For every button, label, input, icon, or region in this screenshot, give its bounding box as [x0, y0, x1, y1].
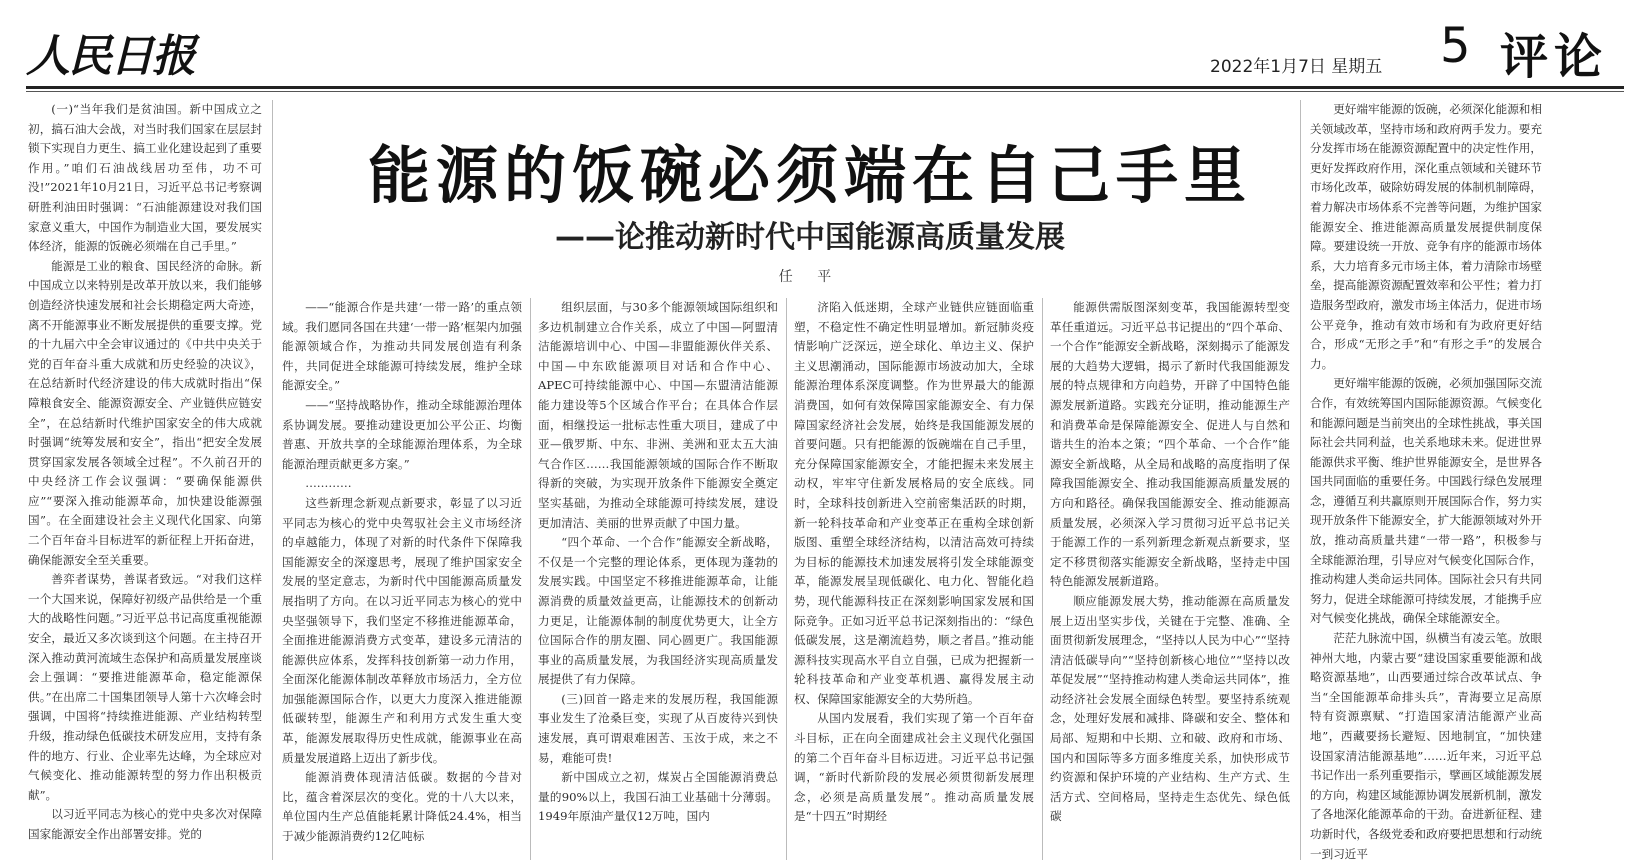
column-divider — [272, 100, 273, 860]
paragraph: 善弈者谋势，善谋者致远。“对我们这样一个大国来说，保障好初级产品供给是一个重大的战略性问题。”习近平总书记高度重视能源安全，最近又多次谈到这个问题。在主持召开深入推动黄河流域生态保护和高质量发展座谈会上强调：“要推进能源革命，稳定能源保供。”在出席二十国集团领导人第十六次峰会时强调，中国将“持续推进能源、产业结构转型升级，推动绿色低碳技术研发应用，支持有条件的地方、行业、企业率先达峰，为全球应对气候变化、推动能源转型的努力作出积极贡献”。 — [28, 572, 262, 802]
paragraph: 以习近平同志为核心的党中央多次对保障国家能源安全作出部署安排。党的 — [28, 807, 262, 841]
paragraph: 更好端牢能源的饭碗，必须深化能源和相关领域改革，坚持市场和政府两手发力。要充分发挥市场在能源资源配置中的决定性作用，更好发挥政府作用，深化重点领域和关键环节市场化改革，破除妨碍发展的体制机制障碍，着力解决市场体系不完善等问题，为维护国家能源安全、推进能源高质量发展提供制度保障。要建设统一开放、竞争有序的能源市场体系，大力培育多元市场主体，着力清除市场壁垒，提高能源资源配置效率和公平性；着力打造服务型政府，激发市场主体活力，促进市场公平竞争，推动有效市场和有为政府更好结合，形成“无形之手”和“有形之手”的发展合力。 — [1310, 102, 1542, 371]
newspaper-logo — [26, 20, 194, 82]
masthead-rule-thin — [26, 91, 1624, 92]
article-column-2 — [282, 298, 522, 860]
article-column-6 — [1310, 100, 1542, 860]
headline: 能源的饭碗必须端在自己手里 — [367, 139, 1252, 212]
paragraph: 顺应能源发展大势，推动能源在高质量发展上迈出坚实步伐，关键在于完整、准确、全面贯彻新发展理念，“坚持以人民为中心”“坚持清洁低碳导向”“坚持创新核心地位”“坚持以改革促发展”“坚持推动构建人类命运共同体”，推动经济社会发展全面绿色转型。要坚持系统观念，处理好发展和减排、降碳和安全、整体和局部、短期和中长期、立和破、政府和市场、国内和国际等多方面多维度关系，加快形成节约资源和保护环境的产业结构、生产方式、生活方式、空间格局，坚持走生态优先、绿色低碳 — [1050, 593, 1290, 824]
paragraph: 新中国成立之初，煤炭占全国能源消费总量的90%以上，我国石油工业基础十分薄弱。1949年原油产量仅12万吨，国内 — [538, 770, 778, 824]
column-divider — [786, 298, 787, 860]
paragraph: (一)“当年我们是贫油国。新中国成立之初，搞石油大会战，对当时我们国家在层层封锁下实现自力更生、搞工业化建设起到了重要作用。”咱们石油战线居功至伟，功不可没!”2021年10月21日，习近平总书记考察调研胜利油田时强调：“石油能源建设对我们国家意义重大，中国作为制造业大国，要发展实体经济，能源的饭碗必须端在自己手里。” — [28, 102, 262, 254]
paragraph: 更好端牢能源的饭碗，必须加强国际交流合作，有效统筹国内国际能源资源。气候变化和能源问题是当前突出的全球性挑战，事关国际社会共同利益，也关系地球未来。促进世界能源供求平衡、维护世界能源安全，是世界各国共同面临的重要任务。中国践行绿色发展理念，遵循互利共赢原则开展国际合作，努力实现开放条件下能源安全，扩大能源领域对外开放，推动高质量共建“一带一路”，积极参与全球能源治理，引导应对气候变化国际合作，推动构建人类命运共同体。国际社会只有共同努力，促进全球能源可持续发展，才能携手应对气候变化挑战，确保全球能源安全。 — [1310, 376, 1542, 626]
issue-date: 2022年1月7日 星期五 — [1210, 57, 1383, 77]
paragraph: ………… — [305, 476, 352, 491]
article-column-1 — [28, 100, 262, 860]
paragraph: “四个革命、一个合作”能源安全新战略，不仅是一个完整的理论体系，更体现为蓬勃的发展实践。中国坚定不移推进能源革命，让能源消费的质量效益更高，让能源技术的创新动力更足，让能源体制的制度优势更大，让全方位国际合作的朋友圈、同心圆更广。我国能源事业的高质量发展，为我国经济实现高质量发展提供了有力保障。 — [538, 535, 778, 687]
column-divider — [1042, 298, 1043, 860]
paragraph: (三)回首一路走来的发展历程，我国能源事业发生了沧桑巨变，实现了从百废待兴到快速发展，真可谓艰难困苦、玉汝于成，来之不易，难能可贵! — [538, 691, 778, 765]
paragraph: 这些新理念新观点新要求，彰显了以习近平同志为核心的党中央驾驭社会主义市场经济的卓越能力，体现了对新的时代条件下保障我国能源安全的深邃思考，展现了维护国家安全发展的坚定意志，为新时代中国能源高质量发展指明了方向。在以习近平同志为核心的党中央坚强领导下，我们坚定不移推进能源革命，全面推进能源消费方式变革，建设多元清洁的能源供应体系，发挥科技创新第一动力作用，全面深化能源体制改革释放市场活力，全方位加强能源国际合作，以更大力度深入推进能源低碳转型，能源生产和利用方式发生重大变革，能源发展取得历史性成就，能源事业在高质量发展道路上迈出了新步伐。 — [282, 495, 522, 765]
column-divider — [530, 298, 531, 860]
article-column-3 — [538, 298, 778, 860]
page-number: 5 — [1440, 18, 1471, 74]
byline: 任 平 — [778, 269, 842, 285]
paragraph: 能源消费体现清洁低碳。数据的今昔对比，蕴含着深层次的变化。党的十八大以来，单位国内生产总值能耗累计降低24.4%，相当于减少能源消费约12亿吨标 — [282, 770, 522, 844]
masthead-rule — [26, 86, 1624, 89]
paragraph: 能源是工业的粮食、国民经济的命脉。新中国成立以来特别是改革开放以来，我们能够创造经济快速发展和社会长期稳定两大奇迹，离不开能源事业不断发展提供的重要支撑。党的十九届六中全会审议通过的《中共中央关于党的百年奋斗重大成就和历史经验的决议》，在总结新时代经济建设的伟大成就时指出“保障粮食安全、能源资源安全、产业链供应链安全”，在总结新时代维护国家安全的伟大成就时强调“统筹发展和安全”，指出“把安全发展贯穿国家发展各领域全过程”。不久前召开的中央经济工作会议强调：“要确保能源供应”“要深入推动能源革命，加快建设能源强国”。在全面建设社会主义现代化国家、向第二个百年奋斗目标进军的新征程上开拓奋进，确保能源安全至关重要。 — [28, 258, 262, 567]
paragraph: 茫茫九脉流中国，纵横当有凌云笔。放眼神州大地，内蒙古要“建设国家重要能源和战略资源基地”，山西要通过综合改革试点、争当“全国能源革命排头兵”，青海要立足高原特有资源禀赋、“打造国家清洁能源产业高地”，西藏要扬长避短、因地制宜，“加快建设国家清洁能源基地”……近年来，习近平总书记作出一系列重要指示，擘画区域能源发展的方向，构建区域能源协调发展新机制，激发了各地深化能源革命的干劲。奋进新征程、建功新时代，各级党委和政府要把思想和行动统一到习近平 — [1310, 631, 1542, 860]
masthead — [0, 0, 1650, 96]
section-title: 评论 — [1500, 29, 1609, 85]
paragraph: 从国内发展看，我们实现了第一个百年奋斗目标，正在向全面建成社会主义现代化强国的第二个百年奋斗目标迈进。习近平总书记强调，“新时代新阶段的发展必须贯彻新发展理念，必须是高质量发展”。推动高质量发展是“十四五”时期经 — [794, 711, 1034, 824]
paragraph: 组织层面，与30多个能源领域国际组织和多边机制建立合作关系，成立了中国—阿盟清洁能源培训中心、中国—非盟能源伙伴关系、中国—中东欧能源项目对话和合作中心、APEC可持续能源中心、中国—东盟清洁能源能力建设等5个区域合作平台；在具体合作层面，相继投运一批标志性重大项目，建成了中亚—俄罗斯、中东、非洲、美洲和亚太五大油气合作区……我国能源领域的国际合作不断取得新的突破，为实现开放条件下能源安全奠定坚实基础，为推动全球能源可持续发展，建设更加清洁、美丽的世界贡献了中国力量。 — [538, 300, 778, 530]
article-column-4 — [794, 298, 1034, 860]
paragraph: 能源供需版图深刻变革，我国能源转型变革任重道远。习近平总书记提出的“四个革命、一个合作”能源安全新战略，深刻揭示了能源发展的大趋势大逻辑，揭示了新时代我国能源发展的特点规律和方向趋势，开辟了中国特色能源发展新道路。实践充分证明，推动能源生产和消费革命是保障能源安全、促进人与自然和谐共生的治本之策；“四个革命、一个合作”能源安全新战略，从全局和战略的高度指明了保障我国能源安全、推动我国能源高质量发展的方向和路径。确保我国能源安全、推动能源高质量发展，必须深入学习贯彻习近平总书记关于能源工作的一系列新理念新观点新要求，坚定不移贯彻落实能源安全新战略，坚持走中国特色能源发展新道路。 — [1050, 300, 1290, 589]
paragraph: 济陷入低迷期，全球产业链供应链面临重塑，不稳定性不确定性明显增加。新冠肺炎疫情影响广泛深远，逆全球化、单边主义、保护主义思潮涌动，国际能源市场波动加大，全球能源治理体系深度调整。作为世界最大的能源消费国，如何有效保障国家能源安全、有力保障国家经济社会发展，始终是我国能源发展的首要问题。只有把能源的饭碗端在自己手里，充分保障国家能源安全，才能把握未来发展主动权，牢牢守住新发展格局的安全底线。同时，全球科技创新进入空前密集活跃的时期，新一轮科技革命和产业变革正在重构全球创新版图、重塑全球经济结构，以清洁高效可持续为目标的能源技术加速发展将引发全球能源变革，能源发展呈现低碳化、电力化、智能化趋势，现代能源科技正在深刻影响国家发展和国际竞争。正如习近平总书记深刻指出的：“绿色低碳发展，这是潮流趋势，顺之者昌。”推动能源科技实现高水平自立自强，已成为把握新一轮科技革命和产业变革机遇、赢得发展主动权、保障国家能源安全的大势所趋。 — [794, 300, 1034, 706]
article-column-5 — [1050, 298, 1290, 860]
paragraph: ——“坚持战略协作，推动全球能源治理体系协调发展。要推动建设更加公平公正、均衡普惠、开放共享的全球能源治理体系，为全球能源治理贡献更多方案。” — [282, 397, 522, 471]
paragraph: ——“能源合作是共建‘一带一路’的重点领域。我们愿同各国在共建‘一带一路’框架内加强能源领域合作，为推动共同发展创造有利条件，共同促进全球能源可持续发展，维护全球能源安全。” — [282, 300, 522, 393]
logo-text: 人民日报 — [26, 31, 194, 82]
subheadline: ——论推动新时代中国能源高质量发展 — [555, 220, 1065, 255]
column-divider — [1300, 100, 1301, 860]
